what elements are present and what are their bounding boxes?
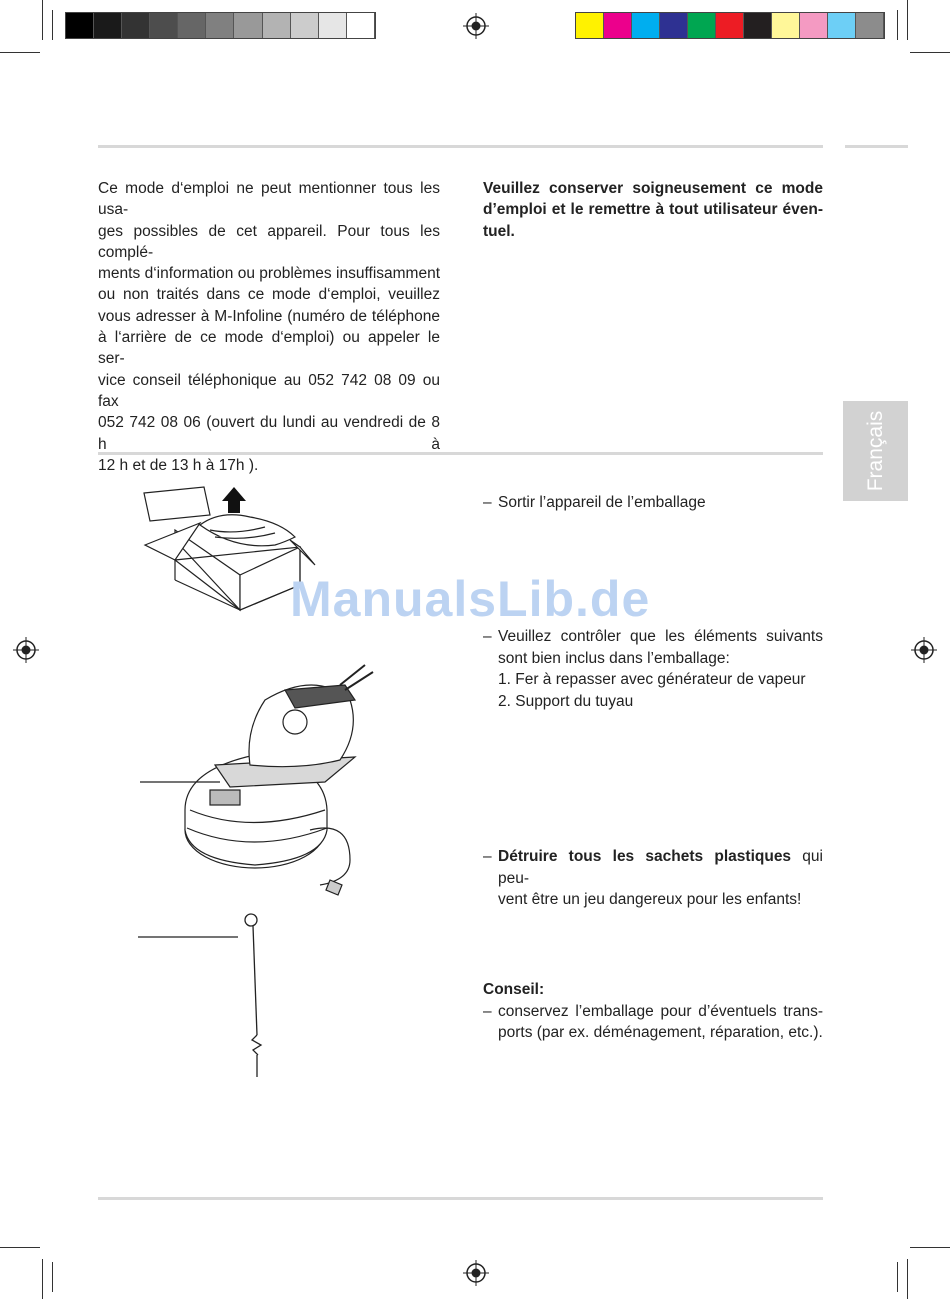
step-dash: – xyxy=(483,494,492,511)
grayscale-swatch xyxy=(319,13,347,38)
keep-manual-line: tuel. xyxy=(483,222,515,240)
destroy-bags-bold: Détruire tous les sachets plastiques xyxy=(498,848,792,865)
registration-mark-right-icon xyxy=(911,637,937,663)
intro-line: vous adresser à M-Infoline (numéro de téléphone xyxy=(98,307,440,325)
top-rule xyxy=(98,145,823,148)
intro-line: ou non traités dans ce mode d‘emploi, veuillez xyxy=(98,286,440,304)
grayscale-bar xyxy=(65,12,376,39)
tab-rule xyxy=(845,145,908,148)
grayscale-swatch xyxy=(234,13,262,38)
keep-manual-line: Veuillez conserver soigneusement ce mode xyxy=(483,180,823,197)
destroy-bags-rest2: vent être un jeu dangereux pour les enfants! xyxy=(498,891,802,908)
grayscale-swatch xyxy=(94,13,122,38)
language-tab-label: Français xyxy=(863,410,887,492)
process-color-swatch xyxy=(716,13,744,38)
process-color-swatch xyxy=(800,13,828,38)
step-unpack-text: Sortir l’appareil de l’emballage xyxy=(498,494,706,511)
process-color-swatch xyxy=(856,13,884,38)
intro-line: ges possibles de cet appareil. Pour tous les complé- xyxy=(98,222,440,261)
grayscale-swatch xyxy=(206,13,234,38)
process-color-swatch xyxy=(604,13,632,38)
step-dash: – xyxy=(483,848,492,865)
destroy-bags-rest1: qui peu- xyxy=(498,848,823,887)
grayscale-swatch xyxy=(66,13,94,38)
step-destroy-bags xyxy=(483,846,823,911)
step-check-line2: sont bien inclus dans l’emballage: xyxy=(498,649,730,667)
intro-line: vice conseil téléphonique au 052 742 08 09 ou fax xyxy=(98,371,440,410)
tip-heading: Conseil: xyxy=(483,981,545,998)
process-color-swatch xyxy=(660,13,688,38)
step-dash: – xyxy=(483,1002,492,1020)
intro-line: 12 h et de 13 h à 17h ). xyxy=(98,456,259,474)
intro-line: ments d‘information ou problèmes insuffisamment xyxy=(98,265,440,283)
grayscale-swatch xyxy=(347,13,375,38)
bottom-rule xyxy=(98,1197,823,1200)
keep-manual-notice xyxy=(483,178,823,242)
process-color-swatch xyxy=(576,13,604,38)
step-dash: – xyxy=(483,628,492,645)
intro-line: à l‘arrière de ce mode d‘emploi) ou appeler le ser- xyxy=(98,329,440,368)
language-tab xyxy=(843,401,908,501)
intro-paragraph xyxy=(98,178,440,476)
process-color-swatch xyxy=(688,13,716,38)
grayscale-swatch xyxy=(291,13,319,38)
grayscale-swatch xyxy=(150,13,178,38)
keep-manual-line: d’emploi et le remettre à tout utilisateur éven- xyxy=(483,201,823,219)
grayscale-swatch xyxy=(122,13,150,38)
tip-line1: conservez l’emballage pour d’éventuels trans- xyxy=(498,1002,823,1020)
hose-support-illustration xyxy=(135,905,265,1085)
process-color-swatch xyxy=(828,13,856,38)
registration-mark-bottom-icon xyxy=(463,1260,489,1286)
watermark: ManualsLib.de xyxy=(290,571,651,627)
registration-mark-left-icon xyxy=(13,637,39,663)
step-check-line1: Veuillez contrôler que les éléments suivants xyxy=(498,628,823,645)
process-color-swatch xyxy=(632,13,660,38)
tip-line2: ports (par ex. déménagement, réparation, etc.). xyxy=(498,1024,823,1041)
contents-list-item-1: 1. Fer à repasser avec générateur de vapeur xyxy=(498,671,806,688)
tip-section xyxy=(483,979,823,1044)
intro-line: 052 742 08 06 (ouvert du lundi au vendredi de 8 h à xyxy=(98,414,440,453)
process-color-bar xyxy=(575,12,885,39)
registration-mark-top-icon xyxy=(463,13,489,39)
intro-line: Ce mode d‘emploi ne peut mentionner tous les usa- xyxy=(98,180,440,219)
step-check-contents xyxy=(483,626,823,712)
contents-list-item-2: 2. Support du tuyau xyxy=(498,692,634,710)
step-unpack xyxy=(483,492,823,514)
process-color-swatch xyxy=(772,13,800,38)
grayscale-swatch xyxy=(263,13,291,38)
grayscale-swatch xyxy=(178,13,206,38)
process-color-swatch xyxy=(744,13,772,38)
steam-iron-illustration xyxy=(135,660,380,900)
